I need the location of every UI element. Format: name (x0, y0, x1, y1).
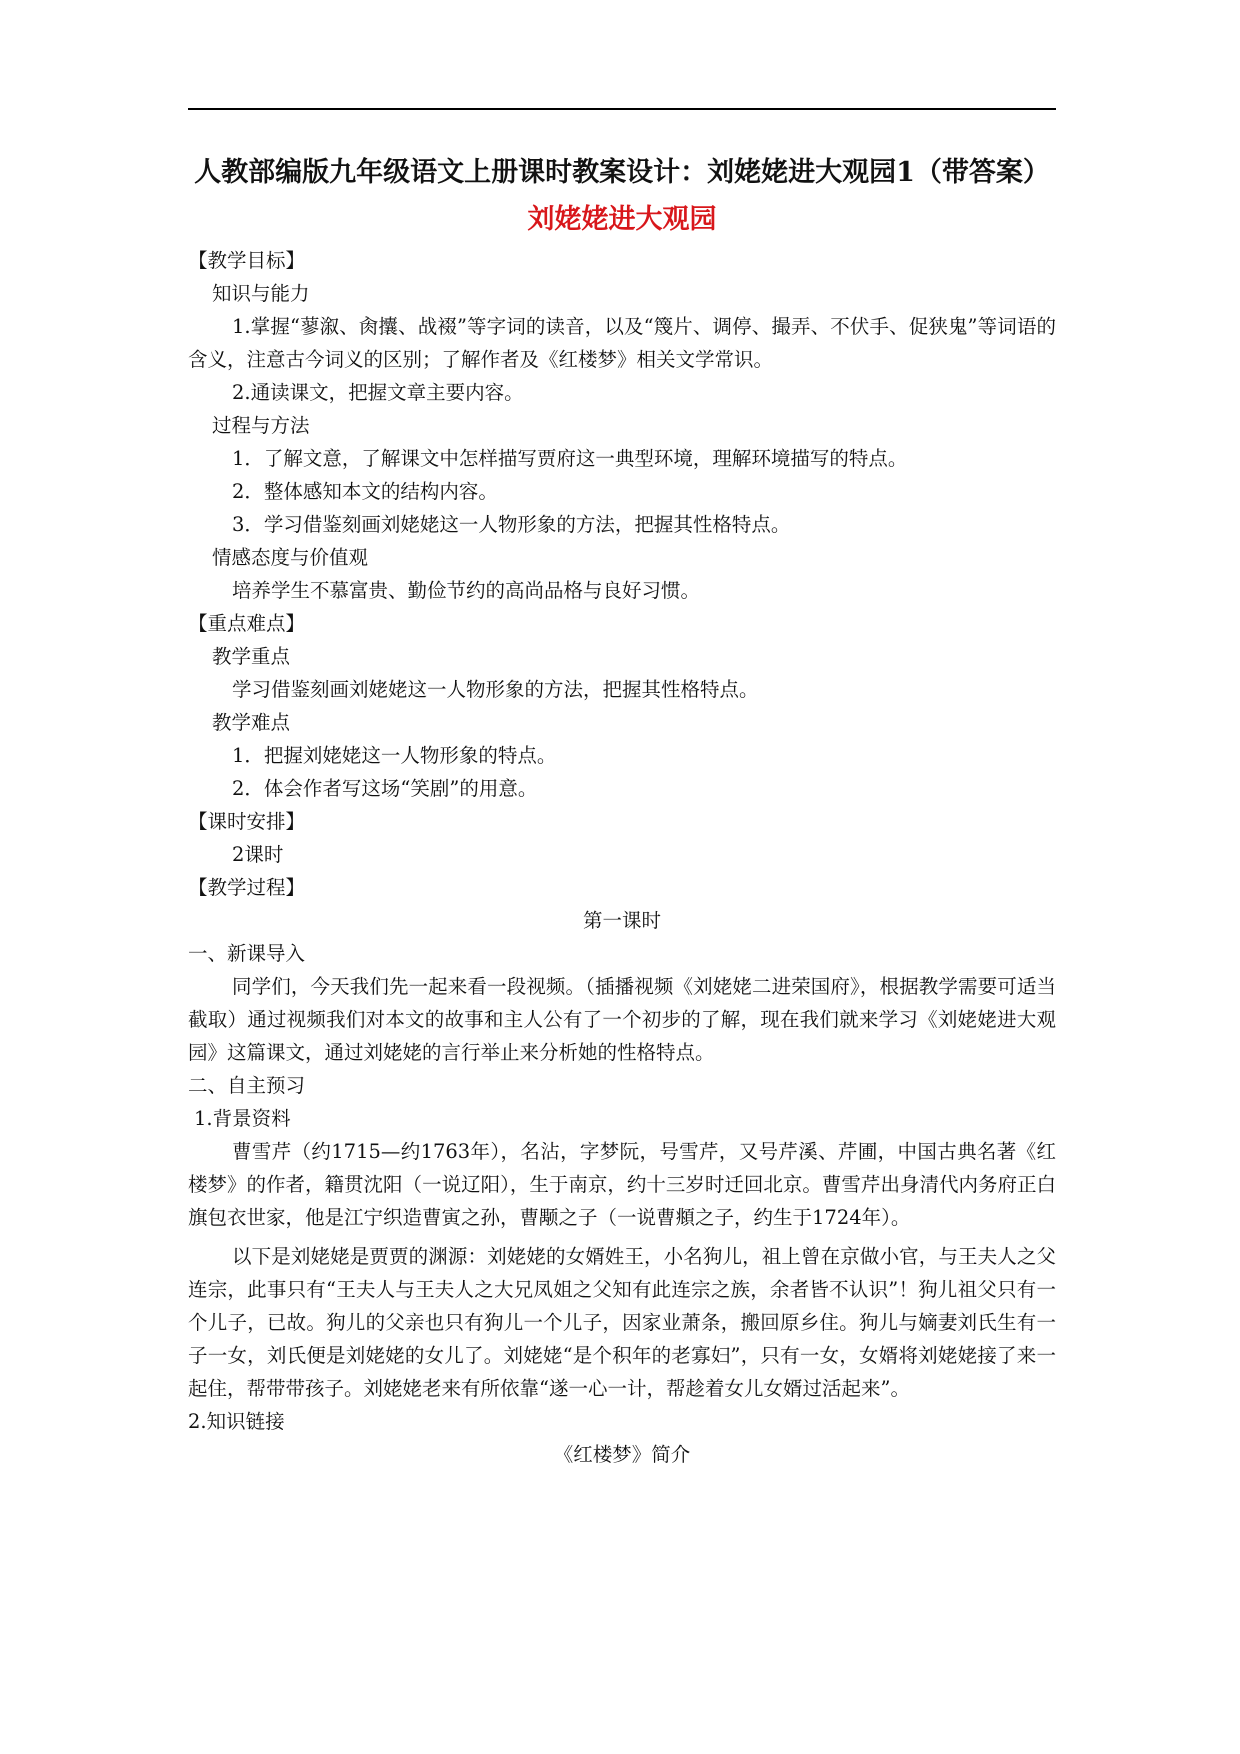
section-heading-goals: 【教学目标】 (188, 249, 306, 272)
header-rule (188, 108, 1056, 110)
section-heading-process: 【教学过程】 (188, 876, 306, 899)
background-heading: 1.背景资料 (194, 1107, 291, 1130)
subheading-emotion: 情感态度与价值观 (212, 546, 369, 569)
background-paragraph-2: 以下是刘姥姥是贾贾的渊源：刘姥姥的女婿姓王，小名狗儿，祖上曾在京做小官，与王夫人之父连宗，此事只有“王夫人与王夫人之大兄凤姐之父知有此连宗之族，余者皆不认识”！狗儿祖父只有一个儿子，已故。狗儿的父亲也只有狗儿一个儿子，因家业萧条，搬回原乡住。狗儿与嫡妻刘氏生有一子一女，刘氏便是刘姥姥的女儿了。刘姥姥“是个积年的老寡妇”，只有一女，女婿将刘姥姥接了来一起住，帮带带孩子。刘姥姥老来有所依靠“遂一心一计，帮趁着女儿女婿过活起来”。 (188, 1245, 1056, 1400)
process-item-1: 1．了解文意，了解课文中怎样描写贾府这一典型环境，理解环境描写的特点。 (232, 447, 908, 470)
subheading-difficulty: 教学难点 (212, 711, 291, 734)
knowledge-item-2: 2.通读课文，把握文章主要内容。 (232, 381, 524, 404)
link-title: 《红楼梦》简介 (553, 1443, 691, 1466)
background-paragraph-1: 曹雪芹（约1715—约1763年），名沾，字梦阮，号雪芹，又号芹溪、芹圃，中国古典名著《红楼梦》的作者，籍贯沈阳（一说辽阳），生于南京，约十三岁时迁回北京。曹雪芹出身清代内务府正白旗包衣世家，他是江宁织造曹寅之孙，曹颙之子（一说曹頫之子，约生于1724年）。 (188, 1140, 1056, 1229)
lesson-period-heading: 第一课时 (582, 909, 661, 932)
subheading-knowledge: 知识与能力 (212, 282, 310, 305)
process-item-2: 2．整体感知本文的结构内容。 (232, 480, 498, 503)
preview-heading: 二、自主预习 (188, 1074, 306, 1097)
subheading-focus: 教学重点 (212, 645, 291, 668)
intro-paragraph: 同学们，今天我们先一起来看一段视频。（插播视频《刘姥姥二进荣国府》，根据教学需要可适当截取）通过视频我们对本文的故事和主人公有了一个初步的了解，现在我们就来学习《刘姥姥进大观园》这篇课文，通过刘姥姥的言行举止来分析她的性格特点。 (188, 975, 1056, 1064)
focus-item-1: 学习借鉴刻画刘姥姥这一人物形象的方法，把握其性格特点。 (232, 678, 759, 701)
difficulty-item-2: 2．体会作者写这场“笑剧”的用意。 (232, 777, 538, 800)
schedule-item-1: 2课时 (232, 843, 284, 866)
process-item-3: 3．学习借鉴刻画刘姥姥这一人物形象的方法，把握其性格特点。 (232, 513, 791, 536)
link-heading: 2.知识链接 (188, 1410, 285, 1433)
section-heading-key-points: 【重点难点】 (188, 612, 306, 635)
emotion-item-1: 培养学生不慕富贵、勤俭节约的高尚品格与良好习惯。 (232, 579, 701, 602)
intro-heading: 一、新课导入 (188, 942, 306, 965)
lesson-title: 刘姥姥进大观园 (527, 204, 717, 235)
document-title: 人教部编版九年级语文上册课时教案设计：刘姥姥进大观园1（带答案） (194, 157, 1050, 188)
section-heading-schedule: 【课时安排】 (188, 810, 306, 833)
difficulty-item-1: 1．把握刘姥姥这一人物形象的特点。 (232, 744, 557, 767)
knowledge-item-1: 1.掌握“蓼溆、肏攮、战裰”等字词的读音，以及“篾片、调停、撮弄、不伏手、促狭鬼”等词语的含义，注意古今词义的区别；了解作者及《红楼梦》相关文学常识。 (188, 315, 1056, 371)
document-body (188, 150, 1056, 1471)
subheading-process: 过程与方法 (212, 414, 310, 437)
